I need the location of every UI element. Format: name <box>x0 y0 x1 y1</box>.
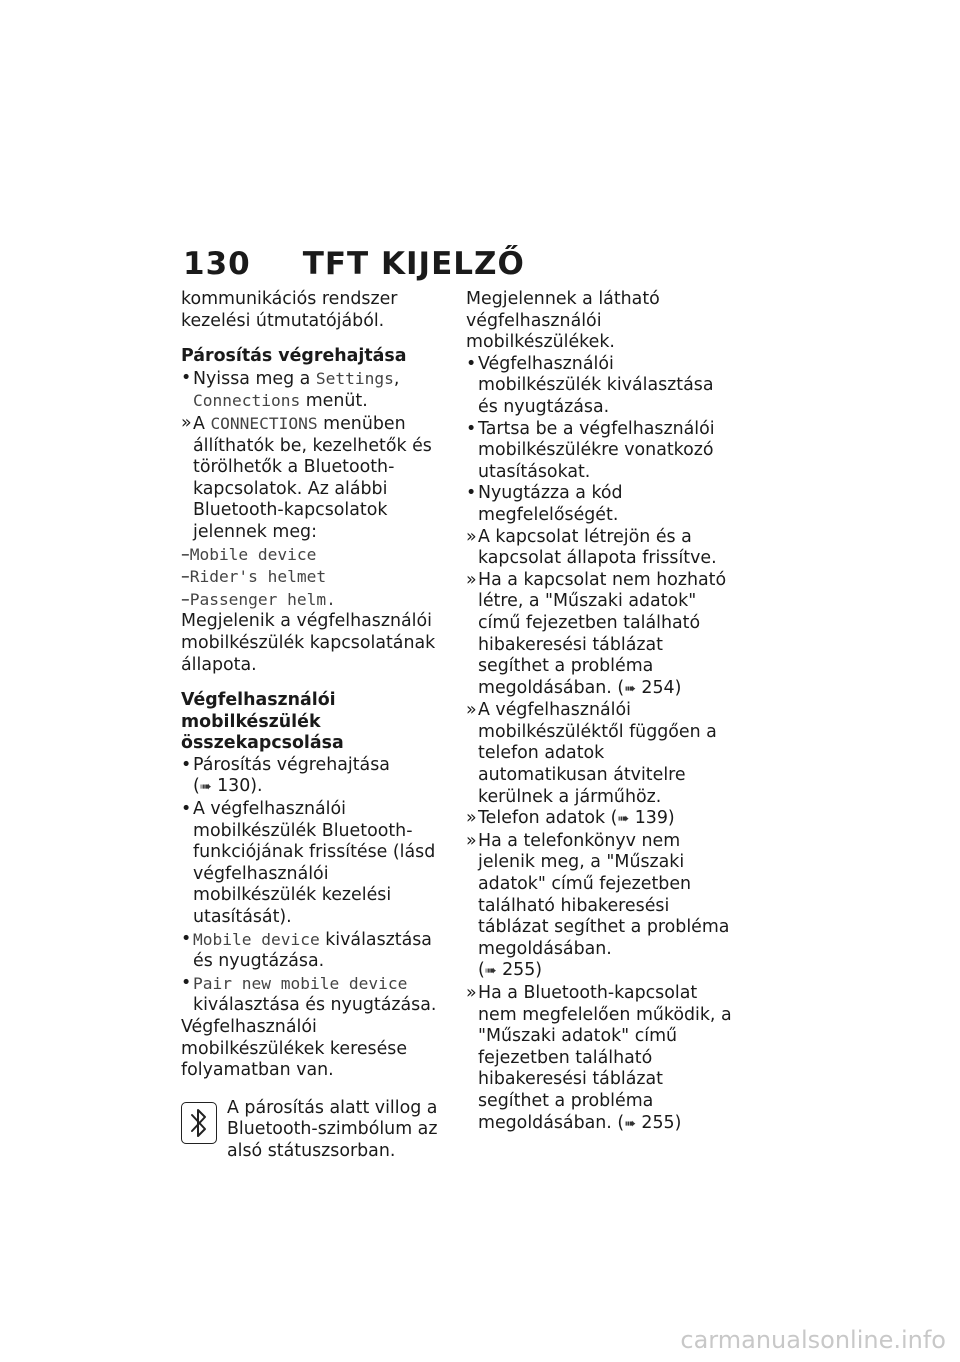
result-item: » Ha a kapcsolat nem hozható létre, a "Műszaki adatok" című fejezetben található hibakeresési táblázat segíthet a probléma megoldásában. (➠ 254) <box>466 569 727 698</box>
bullet-marker: • <box>181 367 192 388</box>
list-item: • Nyugtázza a kód megfelelőségét. <box>466 483 623 525</box>
reference-arrow-icon: ➠ <box>617 811 630 828</box>
menu-code: Pair new mobile device <box>193 973 408 993</box>
dash-marker: – <box>181 589 190 610</box>
bluetooth-note <box>181 1098 449 1163</box>
bullet-marker: • <box>181 928 192 949</box>
result-marker: » <box>181 412 192 433</box>
list-item: • A végfelhasználói mobilkészülék Bluetooth-funkciójának frissítése (lásd végfelhasználói mobilkészülék kezelési utasítását). <box>181 799 436 928</box>
result-marker: » <box>466 830 477 851</box>
list-item: • Nyissa meg a Settings, Connections menüt. <box>181 367 400 412</box>
reference-arrow-icon: ➠ <box>624 1115 636 1132</box>
list-item: • Mobile device kiválasztása és nyugtázása. <box>181 928 432 972</box>
intro-text: kommunikációs rendszer kezelési útmutatójából. <box>181 289 398 331</box>
dash-marker: – <box>181 567 190 588</box>
reference-arrow-icon: ➠ <box>484 963 497 980</box>
body-text: Végfelhasználói mobilkészülékek keresése folyamatban van. <box>181 1017 408 1081</box>
page-header <box>183 246 525 282</box>
list-item: • Pair new mobile device kiválasztása és nyugtázása. <box>181 972 437 1016</box>
result-item: » Ha a telefonkönyv nem jelenik meg, a "Műszaki adatok" című fejezetben található hibakeresési táblázat segíthet a probléma megoldásában. (➠ 255) <box>466 830 730 981</box>
left-column <box>181 289 449 1163</box>
dash-marker: – <box>181 544 190 565</box>
dash-item: –Passenger helm. <box>181 589 336 610</box>
result-item: » Ha a Bluetooth-kapcsolat nem megfelelően működik, a "Műszaki adatok" című fejezetben található hibakeresési táblázat segíthet a probléma megoldásában. (➠ 255) <box>466 983 732 1133</box>
page-reference[interactable]: (➠ 254) <box>617 677 682 698</box>
result-item: » A CONNECTIONS menüben állíthatók be, kezelhetők és törölhetők a Bluetooth-kapcsolatok. Az alábbi Bluetooth-kapcsolatok jelennek meg: <box>181 412 432 542</box>
bullet-marker: • <box>181 799 192 820</box>
page-reference[interactable]: (➠ 130). <box>193 776 263 797</box>
result-marker: » <box>466 983 477 1003</box>
bullet-marker: • <box>181 754 192 775</box>
result-marker: » <box>466 700 477 721</box>
page-reference[interactable]: (➠ 255) <box>617 1112 682 1133</box>
menu-code: Settings <box>315 368 394 388</box>
watermark: carmanualsonline.info <box>680 1326 946 1354</box>
list-item: • Párosítás végrehajtása (➠ 130). <box>181 754 390 797</box>
page-reference[interactable]: (➠ 255) <box>478 960 543 981</box>
right-column <box>466 289 734 1135</box>
body-text: Megjelennek a látható végfelhasználói mobilkészülékek. <box>466 289 660 353</box>
menu-code: Mobile device <box>193 929 320 949</box>
section-heading-connect: Végfelhasználói mobilkészülék összekapcsolása <box>181 690 344 754</box>
page-number: 130 <box>183 246 251 282</box>
reference-arrow-icon: ➠ <box>624 680 636 697</box>
result-item: » A végfelhasználói mobilkészüléktől függően a telefon adatok automatikusan átvitelre kerülnek a járműhöz. <box>466 700 717 807</box>
result-marker: » <box>466 808 477 829</box>
list-item: • Végfelhasználói mobilkészülék kiválasztása és nyugtázása. <box>466 353 714 417</box>
bluetooth-icon <box>181 1102 217 1144</box>
result-item: » Telefon adatok (➠ 139) <box>466 808 675 829</box>
result-marker: » <box>466 569 477 590</box>
body-text: Megjelenik a végfelhasználói mobilkészülék kapcsolatának állapota. <box>181 611 436 675</box>
bullet-marker: • <box>466 483 477 504</box>
menu-code: Connections <box>193 391 301 411</box>
page-reference[interactable]: (➠ 139) <box>610 808 675 829</box>
chapter-title: TFT KIJELZŐ <box>302 246 525 282</box>
dash-item: –Mobile device <box>181 544 317 565</box>
reference-arrow-icon: ➠ <box>199 779 212 796</box>
bullet-marker: • <box>181 972 192 993</box>
menu-code: CONNECTIONS <box>210 413 318 433</box>
section-heading-pairing: Párosítás végrehajtása <box>181 346 407 367</box>
dash-item: –Rider's helmet <box>181 567 327 588</box>
bluetooth-note-text: A párosítás alatt villog a Bluetooth-szimbólum az alsó státuszsorban. <box>227 1097 438 1161</box>
result-item: » A kapcsolat létrejön és a kapcsolat állapota frissítve. <box>466 526 717 569</box>
bullet-marker: • <box>466 353 477 374</box>
bullet-marker: • <box>466 418 477 439</box>
result-marker: » <box>466 526 477 547</box>
list-item: • Tartsa be a végfelhasználói mobilkészülékre vonatkozó utasításokat. <box>466 418 715 482</box>
